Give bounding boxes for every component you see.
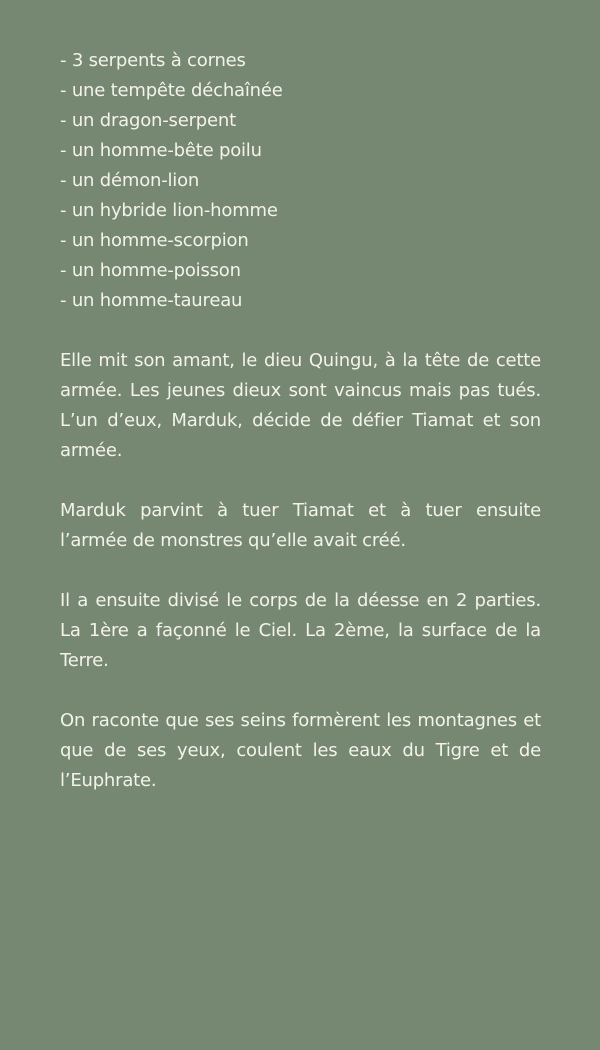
list-item: - 3 serpents à cornes (60, 50, 246, 71)
list-item: - une tempête déchaînée (60, 80, 283, 101)
paragraph-mountains-rivers: On raconte que ses seins formèrent les montagnes et que de ses yeux, coulent les eaux du Tigre et de l’Euphrate. (60, 710, 541, 791)
list-item: - un homme-poisson (60, 260, 241, 281)
list-item: - un dragon-serpent (60, 110, 236, 131)
paragraph-creation: Il a ensuite divisé le corps de la déesse en 2 parties. La 1ère a façonné le Ciel. La 2ème, la surface de la Terre. (60, 590, 541, 671)
list-item: - un homme-scorpion (60, 230, 249, 251)
list-item: - un homme-taureau (60, 290, 243, 311)
list-item: - un démon-lion (60, 170, 200, 191)
list-item: - un hybride lion-homme (60, 200, 278, 221)
paragraph-marduk-victory: Marduk parvint à tuer Tiamat et à tuer ensuite l’armée de monstres qu’elle avait créé. (60, 500, 541, 551)
text-content (60, 46, 541, 796)
list-item: - un homme-bête poilu (60, 140, 262, 161)
paragraph-quingu: Elle mit son amant, le dieu Quingu, à la tête de cette armée. Les jeunes dieux sont vaincus mais pas tués. L’un d’eux, Marduk, décide de défier Tiamat et son armée. (60, 350, 541, 461)
monster-list (60, 46, 541, 316)
